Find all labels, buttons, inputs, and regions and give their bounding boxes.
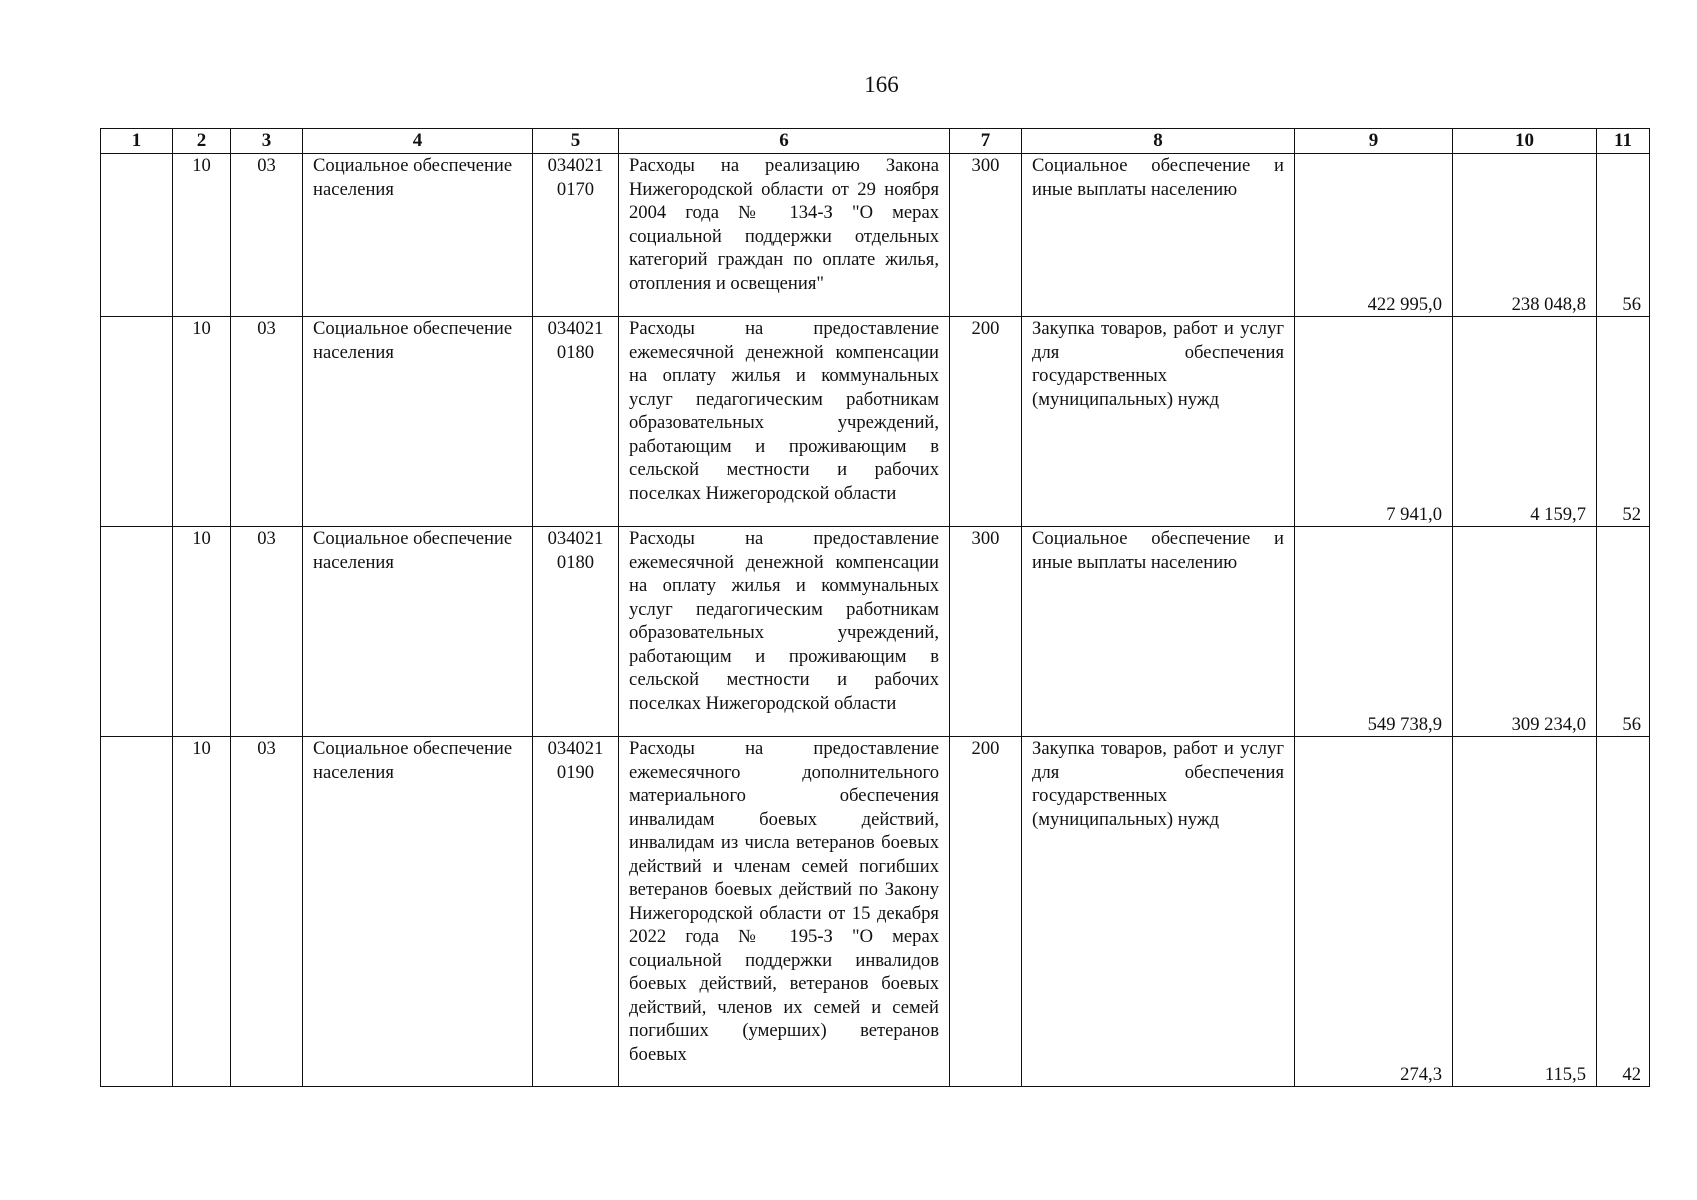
cell-percent: 42 [1597, 737, 1650, 1087]
column-header: 10 [1453, 129, 1597, 154]
cell-col1 [101, 317, 173, 527]
cell-percent: 52 [1597, 317, 1650, 527]
cell-plan-amount: 274,3 [1295, 737, 1453, 1087]
cell-section-name: Социальное обеспечение населения [303, 737, 533, 1087]
column-header: 2 [173, 129, 231, 154]
column-header: 4 [303, 129, 533, 154]
cell-target-code [533, 154, 619, 317]
cell-expense-type-name: Закупка товаров, работ и услуг для обеспечения государственных (муниципальных) нужд [1022, 737, 1295, 1087]
table-row [101, 154, 1650, 317]
cell-section-name: Социальное обеспечение населения [303, 154, 533, 317]
cell-expense-description: Расходы на реализацию Закона Нижегородской области от 29 ноября 2004 года № 134-З "О мерах социальной поддержки отдельных категорий граждан по оплате жилья, отопления и освещения" [619, 154, 950, 317]
cell-expense-type-code: 200 [950, 317, 1022, 527]
target-code-part1: 034021 [547, 318, 604, 339]
column-header: 1 [101, 129, 173, 154]
budget-table [100, 128, 1650, 1087]
target-code-part2: 0180 [556, 551, 595, 573]
cell-expense-type-code: 200 [950, 737, 1022, 1087]
cell-section: 10 [173, 527, 231, 737]
target-code-part1: 034021 [547, 738, 604, 759]
target-code-part2: 0190 [556, 761, 595, 783]
cell-section: 10 [173, 154, 231, 317]
cell-expense-description: Расходы на предоставление ежемесячного дополнительного материального обеспечения инвалидам боевых действий, инвалидам из числа ветеранов боевых действий и членам семей погибших ветеранов боевых действий по Закону Нижегородской области от 15 декабря 2022 года № 195-З "О мерах социальной поддержки инвалидов боевых действий, ветеранов боевых действий, членов их семей и семей погибших (умерших) ветеранов боевых [619, 737, 950, 1087]
cell-actual-amount: 4 159,7 [1453, 317, 1597, 527]
target-code-part1: 034021 [547, 528, 604, 549]
cell-actual-amount: 309 234,0 [1453, 527, 1597, 737]
table-row [101, 737, 1650, 1087]
cell-section-name: Социальное обеспечение населения [303, 527, 533, 737]
table-row [101, 317, 1650, 527]
cell-percent: 56 [1597, 154, 1650, 317]
column-header: 5 [533, 129, 619, 154]
column-header: 11 [1597, 129, 1650, 154]
cell-plan-amount: 422 995,0 [1295, 154, 1453, 317]
cell-plan-amount: 549 738,9 [1295, 527, 1453, 737]
cell-section: 10 [173, 317, 231, 527]
cell-col1 [101, 737, 173, 1087]
cell-subsection: 03 [231, 737, 303, 1087]
column-header: 8 [1022, 129, 1295, 154]
cell-actual-amount: 115,5 [1453, 737, 1597, 1087]
column-header: 3 [231, 129, 303, 154]
page-number: 166 [864, 72, 899, 97]
cell-plan-amount: 7 941,0 [1295, 317, 1453, 527]
target-code-part2: 0180 [556, 341, 595, 363]
column-header: 7 [950, 129, 1022, 154]
cell-target-code [533, 317, 619, 527]
cell-expense-type-name: Социальное обеспечение и иные выплаты населению [1022, 527, 1295, 737]
target-code-part1: 034021 [547, 155, 604, 176]
cell-expense-type-name: Социальное обеспечение и иные выплаты населению [1022, 154, 1295, 317]
cell-actual-amount: 238 048,8 [1453, 154, 1597, 317]
cell-expense-type-name: Закупка товаров, работ и услуг для обеспечения государственных (муниципальных) нужд [1022, 317, 1295, 527]
cell-subsection: 03 [231, 317, 303, 527]
cell-col1 [101, 154, 173, 317]
table-row [101, 527, 1650, 737]
column-header: 6 [619, 129, 950, 154]
cell-target-code [533, 527, 619, 737]
header-row [101, 129, 1650, 154]
cell-section-name: Социальное обеспечение населения [303, 317, 533, 527]
target-code-part2: 0170 [556, 178, 595, 200]
cell-subsection: 03 [231, 154, 303, 317]
cell-expense-description: Расходы на предоставление ежемесячной денежной компенсации на оплату жилья и коммунальных услуг педагогическим работникам образовательных учреждений, работающим и проживающим в сельской местности и рабочих поселках Нижегородской области [619, 527, 950, 737]
cell-col1 [101, 527, 173, 737]
column-header: 9 [1295, 129, 1453, 154]
cell-target-code [533, 737, 619, 1087]
cell-expense-type-code: 300 [950, 527, 1022, 737]
cell-section: 10 [173, 737, 231, 1087]
cell-percent: 56 [1597, 527, 1650, 737]
cell-subsection: 03 [231, 527, 303, 737]
cell-expense-type-code: 300 [950, 154, 1022, 317]
cell-expense-description: Расходы на предоставление ежемесячной денежной компенсации на оплату жилья и коммунальных услуг педагогическим работникам образовательных учреждений, работающим и проживающим в сельской местности и рабочих поселках Нижегородской области [619, 317, 950, 527]
